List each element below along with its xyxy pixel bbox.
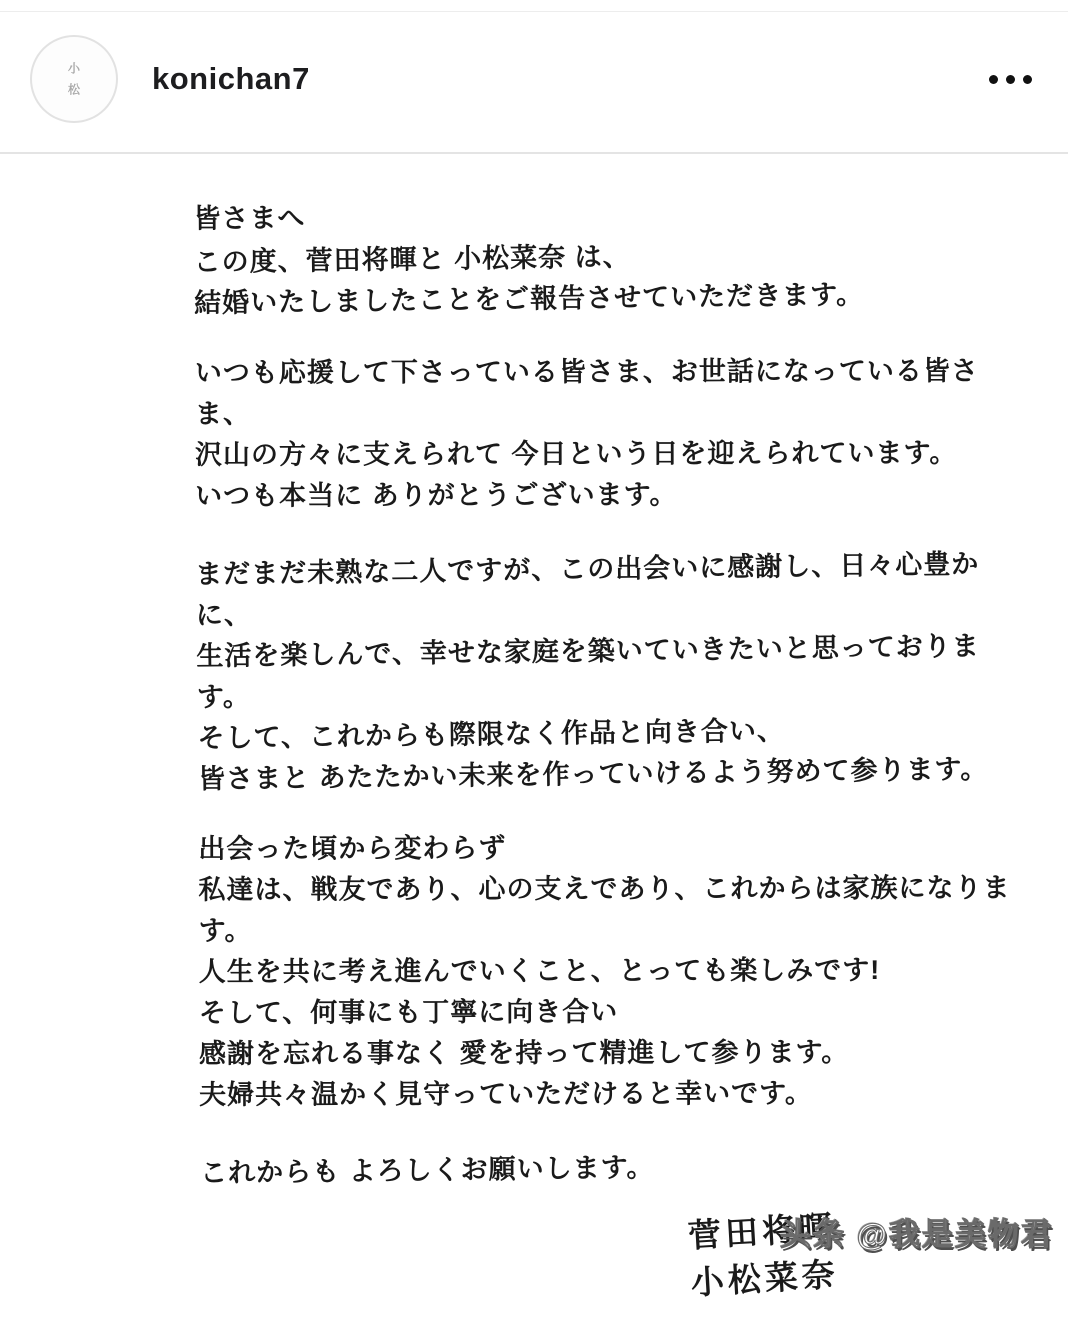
more-dot <box>1006 75 1015 84</box>
letter-line: 沢山の方々に支えられて 今日という日を迎えられています。 <box>194 437 958 470</box>
letter-line: 夫婦共々温かく見守っていただけると幸いです。 <box>199 1078 813 1110</box>
letter-line: そして、何事にも丁寧に向き合い <box>198 996 619 1028</box>
more-dot <box>1023 75 1032 84</box>
letter-line: 結婚いたしましたことをご報告させていただきます。 <box>193 279 865 319</box>
letter-line: この度、菅田将暉と 小松菜奈 は、 <box>193 241 631 278</box>
letter-paragraph-announcement <box>193 231 1029 324</box>
letter-salutation: 皆さまへ <box>193 202 306 234</box>
post-header <box>0 6 1068 152</box>
letter-paragraph-closing <box>200 1142 1035 1194</box>
avatar[interactable] <box>30 35 118 123</box>
letter-line: いつも応援して下さっている皆さま、お世話になっている皆さま、 <box>194 355 979 429</box>
letter-line: 人生を共に考え進んでいくこと、とっても楽しみです! <box>198 955 881 987</box>
letter-line: 生活を楽しんで、幸せな家庭を築いていきたいと思っております。 <box>196 630 980 713</box>
letter-line: まだまだ未熟な二人ですが、この出会いに感謝し、日々心豊かに、 <box>195 548 980 631</box>
signature-suda-masaki: 菅田将暉 <box>687 1208 837 1255</box>
top-divider <box>0 11 1068 12</box>
letter-paragraph-family <box>198 827 1034 1116</box>
letter-line: 出会った頃から変わらず <box>198 833 507 864</box>
letter-line: これからも よろしくお願いします。 <box>199 1152 655 1189</box>
signature-block <box>199 1204 840 1336</box>
more-dot <box>989 75 998 84</box>
avatar-label: 小松 <box>66 62 81 104</box>
letter-paragraph-thanks <box>195 351 1030 517</box>
letter-line: 感謝を忘れる事なく 愛を持って精進して参ります。 <box>198 1037 850 1069</box>
signature-komatsu-nana: 小松菜奈 <box>689 1255 840 1302</box>
watermark-text: 头条 @我是美物君 <box>780 1217 1054 1252</box>
username[interactable]: konichan7 <box>152 61 310 96</box>
letter-line: そして、これからも際限なく作品と向き合い、 <box>197 715 786 754</box>
handwritten-letter <box>0 147 1068 1320</box>
more-options-icon[interactable] <box>987 67 1034 92</box>
letter-line: 皆さまと あたたかい未来を作っていけるよう努めて参ります。 <box>197 753 989 795</box>
letter-paragraph-future <box>195 543 1033 800</box>
letter-line: 私達は、戦友であり、心の支えであり、これからは家族になります。 <box>198 872 1011 946</box>
letter-line: いつも本当に ありがとうございます。 <box>195 479 678 511</box>
